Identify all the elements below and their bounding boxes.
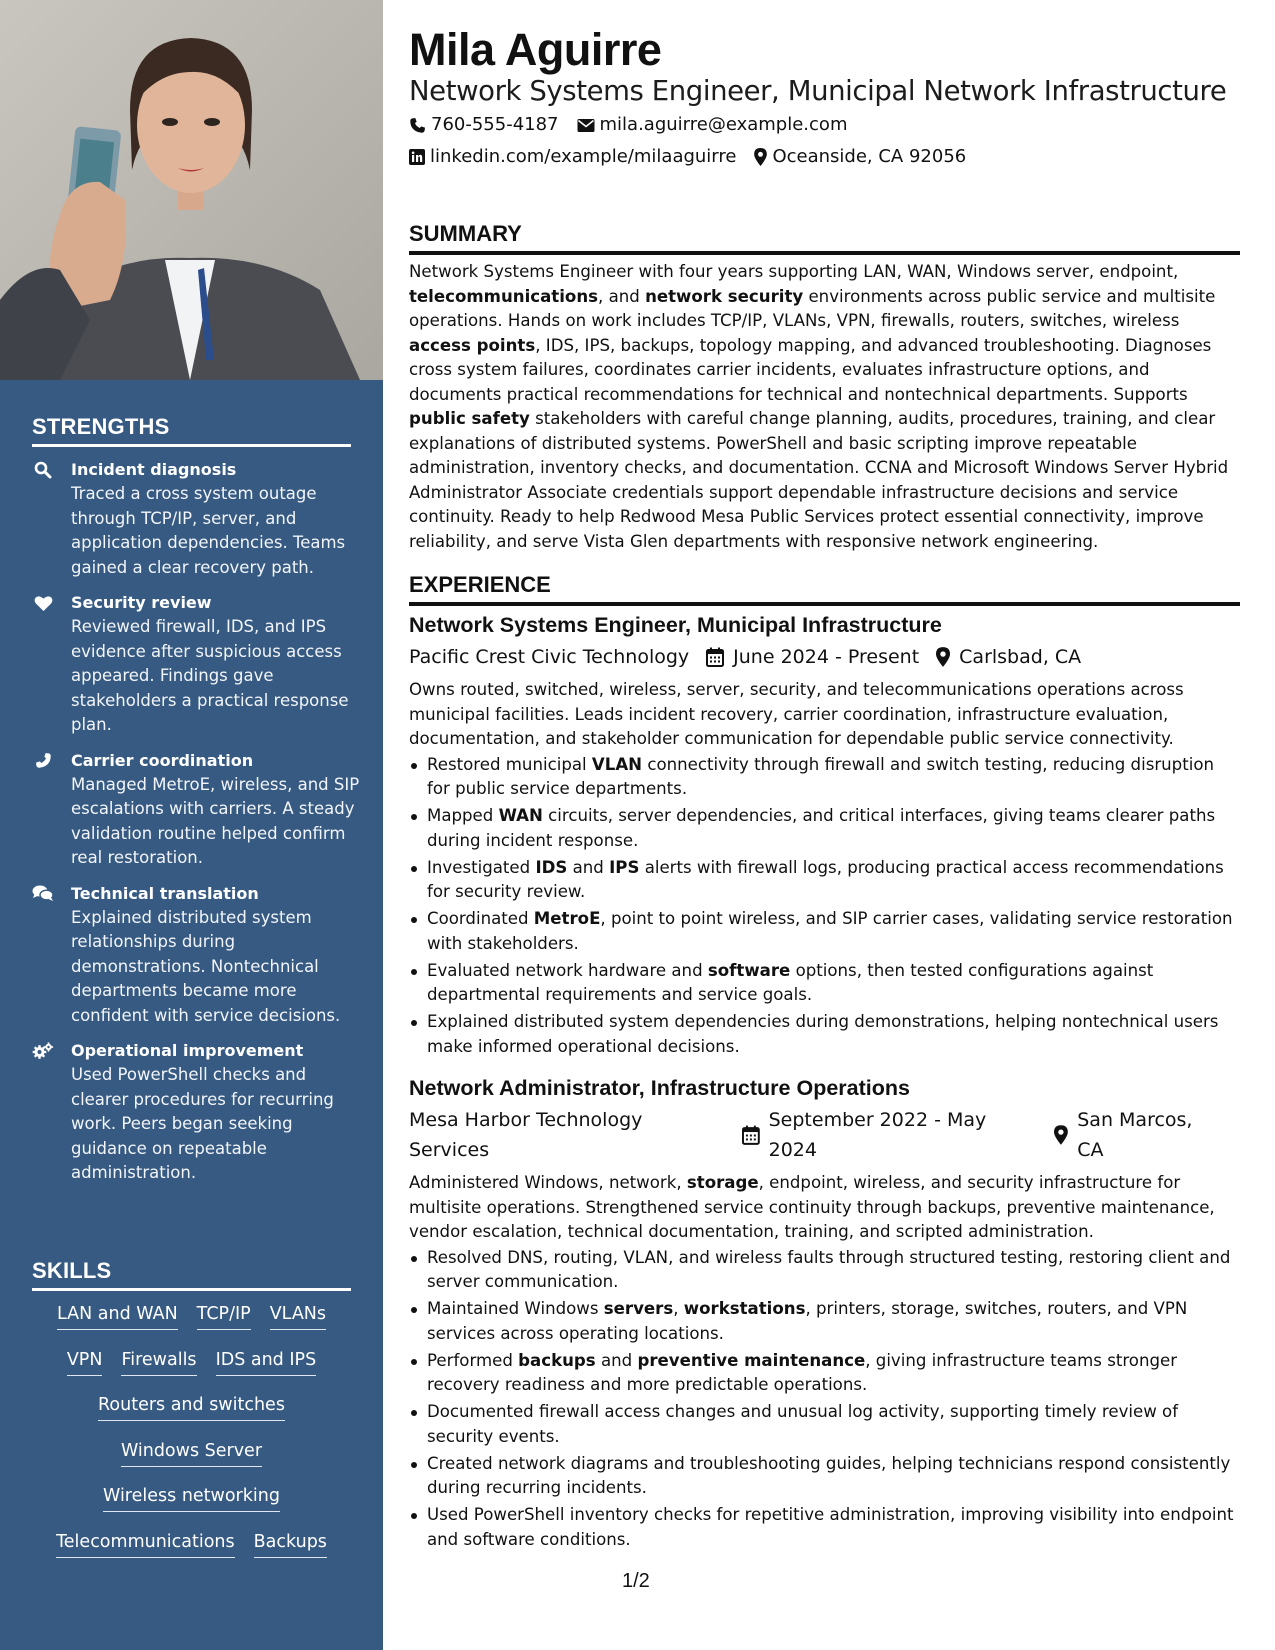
skill-row bbox=[32, 1439, 351, 1485]
skill-row bbox=[32, 1302, 351, 1348]
text-span: , endpoint, wireless, and security infrastructure for multisite operations. Strengthened service continuity through backups, preventive maintenance, vendor escalation, technical documentation, training, and scripted administration. bbox=[409, 1173, 1215, 1241]
company-name: Pacific Crest Civic Technology bbox=[409, 646, 690, 668]
bold-keyword: preventive maintenance bbox=[637, 1350, 866, 1370]
bullet-item bbox=[409, 1246, 1240, 1295]
skill-row bbox=[32, 1393, 351, 1439]
strength-description: Managed MetroE, wireless, and SIP escalations with carriers. A steady validation routine helped confirm real restoration. bbox=[71, 774, 360, 867]
text-span: , bbox=[673, 1299, 684, 1319]
text-span: Restored municipal bbox=[427, 754, 592, 774]
text-span: Administered Windows, network, bbox=[409, 1173, 687, 1192]
linkedin-icon bbox=[409, 149, 425, 165]
bullet-item bbox=[409, 753, 1240, 802]
sidebar bbox=[0, 0, 383, 1650]
bullet-item bbox=[409, 907, 1240, 956]
text-span: options, then tested configurations against departmental requirements and service goals. bbox=[427, 960, 1154, 1005]
summary-text bbox=[409, 260, 1240, 554]
skill-tag: Telecommunications bbox=[56, 1530, 235, 1558]
skill-tag: Wireless networking bbox=[103, 1484, 280, 1512]
heart-icon bbox=[32, 593, 54, 613]
bold-keyword: storage bbox=[686, 1173, 759, 1192]
strength-item bbox=[32, 591, 362, 738]
bullet-item bbox=[409, 959, 1240, 1008]
skill-tag: IDS and IPS bbox=[216, 1348, 317, 1376]
text-span: Performed bbox=[427, 1350, 519, 1370]
skill-tag: Routers and switches bbox=[98, 1393, 285, 1421]
bullet-item bbox=[409, 856, 1240, 905]
job-dates-text: June 2024 - Present bbox=[733, 646, 920, 668]
linkedin-contact[interactable] bbox=[409, 145, 736, 169]
text-span: and bbox=[567, 857, 610, 877]
skill-tag: LAN and WAN bbox=[57, 1302, 178, 1330]
bullet-item bbox=[409, 1010, 1240, 1059]
map-pin-icon bbox=[1054, 1125, 1068, 1145]
job-description bbox=[409, 1171, 1240, 1245]
skills-heading: SKILLS bbox=[32, 1258, 351, 1291]
bold-keyword: WAN bbox=[498, 806, 543, 826]
text-span: Network Systems Engineer with four years supporting LAN, WAN, Windows server, endpoint, bbox=[409, 262, 1179, 281]
strength-title: Technical translation bbox=[71, 883, 259, 903]
email-contact[interactable] bbox=[577, 113, 848, 137]
job-description: Owns routed, switched, wireless, server, security, and telecommunications operations across municipal facilities. Leads incident recovery, carrier coordination, infrastructure evaluation, documentation, and stakeholder communication for dependable public service connectivity. bbox=[409, 680, 1184, 748]
job-bullets bbox=[409, 1246, 1240, 1553]
text-span: Resolved DNS, routing, VLAN, and wireless faults through structured testing, restoring client and server communication. bbox=[427, 1247, 1231, 1291]
skill-row bbox=[32, 1484, 351, 1530]
bold-keyword: MetroE bbox=[533, 909, 601, 929]
text-span: Mapped bbox=[427, 806, 499, 826]
calendar-icon bbox=[706, 647, 724, 667]
skill-row bbox=[32, 1530, 351, 1576]
page-number: 1/2 bbox=[622, 1570, 650, 1592]
text-span: Documented firewall access changes and unusual log activity, supporting timely review of security events. bbox=[427, 1402, 1179, 1446]
skill-tag: VLANs bbox=[270, 1302, 326, 1330]
search-icon bbox=[32, 460, 54, 480]
bold-keyword: workstations bbox=[683, 1299, 806, 1319]
text-span: Maintained Windows bbox=[427, 1299, 604, 1319]
job-location-text: San Marcos, CA bbox=[1077, 1109, 1193, 1161]
email-text: mila.aguirre@example.com bbox=[599, 114, 848, 135]
bold-keyword: public safety bbox=[409, 409, 530, 428]
text-span: , and bbox=[598, 286, 646, 306]
map-pin-icon bbox=[754, 148, 767, 166]
candidate-role: Network Systems Engineer, Municipal Network Infrastructure bbox=[409, 75, 1227, 107]
strength-title: Operational improvement bbox=[71, 1041, 304, 1060]
profile-photo bbox=[0, 0, 383, 380]
text-span: , IDS, IPS, backups, topology mapping, and advanced troubleshooting. Diagnoses cross system failures, coordinates carrier incidents, evaluates infrastructure options, and documents practical recommendations for technical and nontechnical departments. Supports bbox=[409, 335, 1212, 404]
location-contact bbox=[754, 145, 966, 169]
text-span: Coordinated bbox=[427, 909, 534, 929]
text-span: Used PowerShell inventory checks for repetitive administration, improving visibility into endpoint and software conditions. bbox=[427, 1505, 1234, 1549]
skill-row bbox=[32, 1348, 351, 1394]
strength-title: Incident diagnosis bbox=[71, 460, 237, 479]
text-span: , point to point wireless, and SIP carrier cases, validating service restoration with stakeholders. bbox=[427, 909, 1233, 953]
company-name: Mesa Harbor Technology Services bbox=[409, 1109, 643, 1161]
strength-description: Reviewed firewall, IDS, and IPS evidence after suspicious access appeared. Findings gave stakeholders a practical response plan. bbox=[71, 617, 349, 734]
bullet-item bbox=[409, 804, 1240, 853]
job-entry bbox=[409, 1073, 1240, 1555]
strength-description: Explained distributed system relationships during demonstrations. Nontechnical departments became more confident with service decisions. bbox=[71, 907, 341, 1025]
phone-icon bbox=[32, 751, 54, 771]
job-meta bbox=[409, 1105, 1240, 1165]
gears-icon bbox=[32, 1041, 54, 1061]
experience-heading: EXPERIENCE bbox=[409, 572, 1240, 606]
strength-title: Security review bbox=[71, 593, 212, 612]
job-bullets bbox=[409, 753, 1240, 1060]
strength-item bbox=[32, 882, 362, 1029]
bold-keyword: network security bbox=[645, 286, 804, 306]
bullet-item bbox=[409, 1503, 1240, 1552]
job-dates bbox=[706, 642, 919, 672]
comments-icon bbox=[32, 884, 54, 904]
skill-tag: VPN bbox=[67, 1348, 103, 1376]
bullet-item bbox=[409, 1452, 1240, 1501]
strengths-list bbox=[32, 458, 362, 1197]
phone-text: 760-555-4187 bbox=[431, 114, 559, 135]
envelope-icon bbox=[577, 118, 595, 133]
text-span: Evaluated network hardware and bbox=[427, 960, 708, 980]
map-pin-icon bbox=[936, 647, 950, 667]
bold-keyword: VLAN bbox=[591, 754, 643, 774]
contact-row-2 bbox=[409, 145, 984, 169]
skill-tag: Windows Server bbox=[121, 1439, 262, 1467]
text-span: stakeholders with careful change planning, audits, procedures, training, and clear explanations of distributed systems. PowerShell and basic scripting improve repeatable administration, inventory checks, and documentation. CCNA and Microsoft Windows Server Hybrid Administrator Associate credentials support dependable infrastructure decisions and service continuity. Ready to help Redwood Mesa Public Services protect essential connectivity, improve reliability, and serve Vista Glen departments with responsive network engineering. bbox=[409, 409, 1229, 551]
bullet-item bbox=[409, 1297, 1240, 1346]
bold-keyword: backups bbox=[518, 1350, 596, 1370]
candidate-name: Mila Aguirre bbox=[409, 24, 662, 75]
linkedin-text: linkedin.com/example/milaaguirre bbox=[430, 146, 737, 167]
job-location-text: Carlsbad, CA bbox=[959, 646, 1082, 668]
text-span: connectivity through firewall and switch testing, reducing disruption for public service departments. bbox=[427, 754, 1214, 798]
text-span: and bbox=[595, 1350, 638, 1370]
contact-row-1 bbox=[409, 113, 865, 137]
bold-keyword: IDS bbox=[535, 857, 568, 877]
strength-item bbox=[32, 749, 362, 871]
bold-keyword: servers bbox=[603, 1299, 674, 1319]
job-meta bbox=[409, 642, 1240, 672]
skills-list bbox=[32, 1302, 351, 1575]
phone-icon bbox=[409, 117, 426, 134]
bold-keyword: telecommunications bbox=[409, 286, 599, 306]
calendar-icon bbox=[742, 1125, 760, 1145]
text-span: Explained distributed system dependencies during demonstrations, helping nontechnical users make informed operational decisions. bbox=[427, 1012, 1219, 1056]
job-dates bbox=[742, 1105, 1038, 1165]
skill-tag: Backups bbox=[254, 1530, 327, 1558]
text-span: Investigated bbox=[427, 857, 536, 877]
job-dates-text: September 2022 - May 2024 bbox=[768, 1109, 987, 1161]
bold-keyword: access points bbox=[409, 335, 536, 355]
strength-item bbox=[32, 1039, 362, 1186]
job-location bbox=[936, 642, 1081, 672]
text-span: Created network diagrams and troubleshooting guides, helping technicians respond consistently during recurring incidents. bbox=[427, 1453, 1231, 1498]
job-title: Network Administrator, Infrastructure Operations bbox=[409, 1076, 910, 1100]
phone-contact[interactable] bbox=[409, 113, 559, 137]
text-span: environments across public service and multisite operations. Hands on work includes TCP/IP, VLANs, VPN, firewalls, routers, switches, wireless bbox=[409, 286, 1216, 330]
skill-tag: TCP/IP bbox=[197, 1302, 251, 1330]
job-title: Network Systems Engineer, Municipal Infrastructure bbox=[409, 613, 942, 637]
bullet-item bbox=[409, 1349, 1240, 1398]
text-span: , printers, storage, switches, routers, and VPN services across operating locations. bbox=[427, 1299, 1188, 1343]
location-text: Oceanside, CA 92056 bbox=[772, 146, 967, 167]
text-span: circuits, server dependencies, and critical interfaces, giving teams clearer paths during incident response. bbox=[427, 806, 1216, 850]
bold-keyword: IPS bbox=[609, 857, 640, 877]
skill-tag: Firewalls bbox=[121, 1348, 196, 1376]
strengths-heading: STRENGTHS bbox=[32, 414, 351, 447]
bold-keyword: software bbox=[707, 960, 791, 980]
job-location bbox=[1054, 1105, 1223, 1165]
summary-heading: SUMMARY bbox=[409, 221, 1240, 255]
strength-item bbox=[32, 458, 362, 580]
strength-description: Traced a cross system outage through TCP/IP, server, and application dependencies. Teams gained a clear recovery path. bbox=[71, 484, 346, 577]
strength-description: Used PowerShell checks and clearer procedures for recurring work. Peers began seeking guidance on repeatable administration. bbox=[71, 1065, 334, 1182]
text-span: , giving infrastructure teams stronger recovery readiness and more predictable operations. bbox=[427, 1350, 1178, 1395]
text-span: alerts with firewall logs, producing practical access recommendations for security review. bbox=[427, 857, 1224, 902]
strength-title: Carrier coordination bbox=[71, 750, 254, 770]
job-entry bbox=[409, 610, 1240, 1062]
bullet-item bbox=[409, 1400, 1240, 1449]
